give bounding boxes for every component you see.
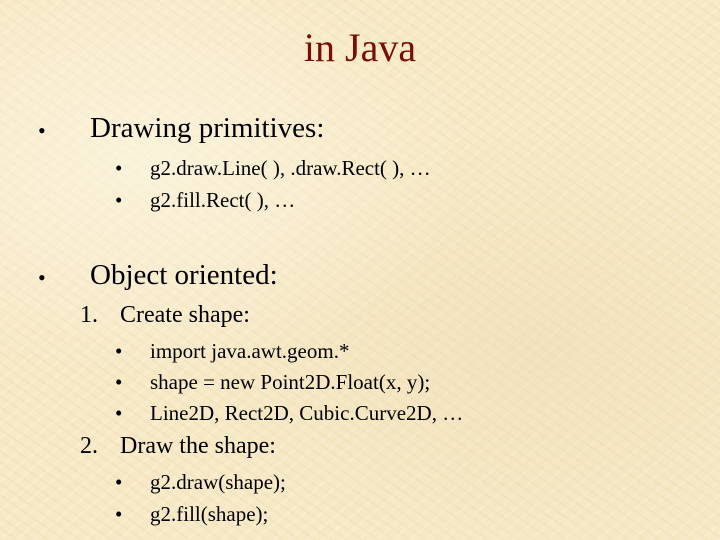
list-item: g2.draw(shape);	[150, 470, 286, 494]
list-item: g2.draw.Line( ), .draw.Rect( ), …	[150, 156, 431, 180]
section-heading-object-oriented: Object oriented:	[90, 259, 278, 291]
bullet-icon: •	[38, 118, 46, 143]
step-label-create-shape: Create shape:	[120, 302, 250, 328]
bullet-icon: •	[115, 156, 123, 180]
bullet-icon: •	[115, 370, 123, 394]
bullet-icon: •	[115, 401, 123, 425]
section-heading-drawing-primitives: Drawing primitives:	[90, 112, 325, 144]
bullet-icon: •	[115, 502, 123, 526]
step-number: 2.	[80, 433, 98, 459]
list-item: shape = new Point2D.Float(x, y);	[150, 370, 431, 394]
bullet-icon: •	[115, 470, 123, 494]
list-item: g2.fill(shape);	[150, 502, 269, 526]
slide-title: in Java	[303, 25, 417, 70]
bullet-icon: •	[115, 188, 123, 212]
bullet-icon: •	[115, 339, 123, 363]
list-item: Line2D, Rect2D, Cubic.Curve2D, …	[150, 401, 464, 425]
list-item: g2.fill.Rect( ), …	[150, 188, 296, 212]
step-label-draw-shape: Draw the shape:	[120, 433, 276, 459]
list-item: import java.awt.geom.*	[150, 339, 350, 363]
bullet-icon: •	[38, 265, 46, 290]
step-number: 1.	[80, 302, 98, 328]
